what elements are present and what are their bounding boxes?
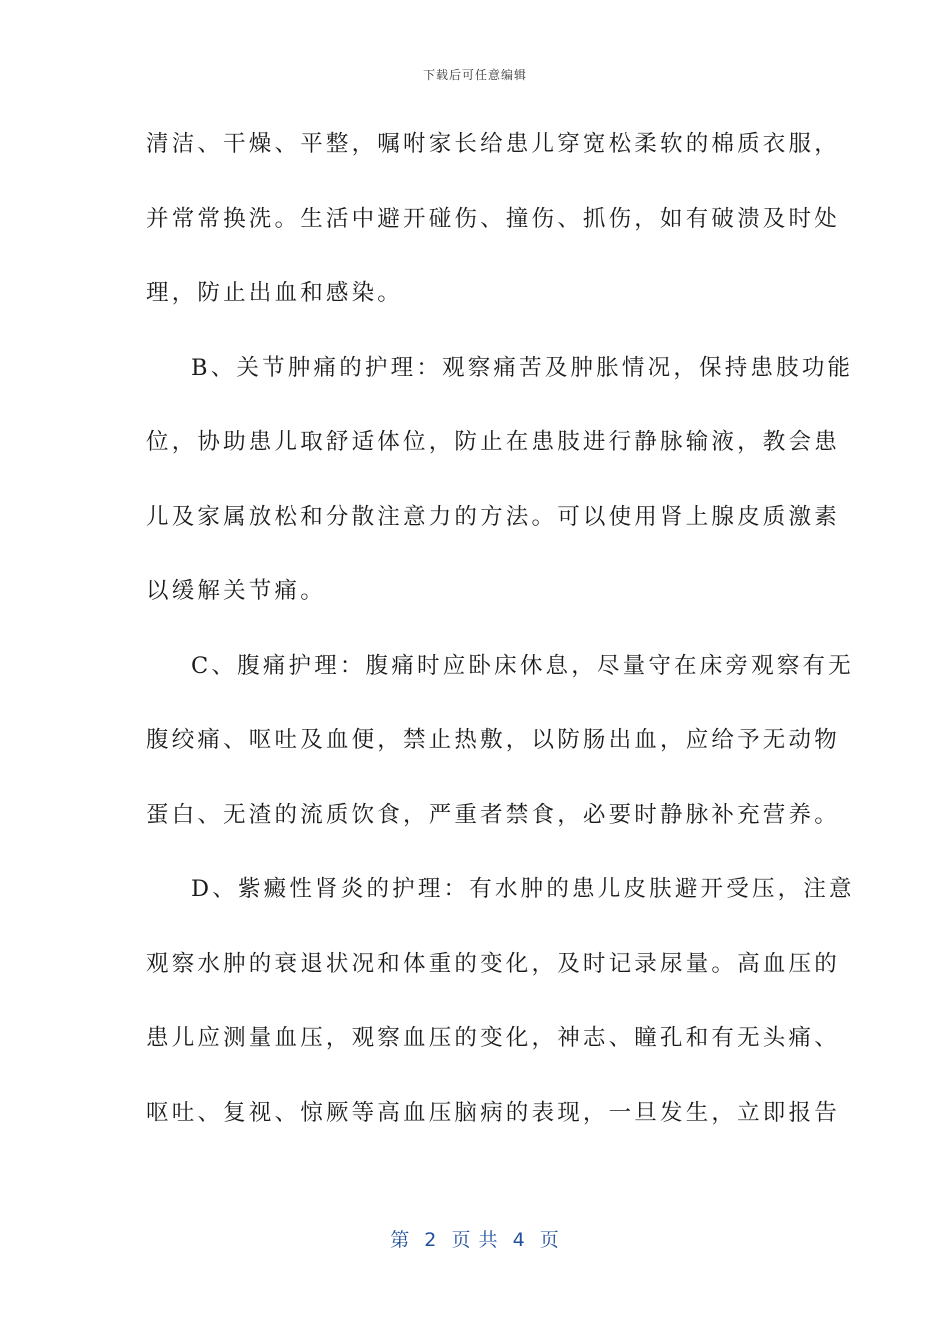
- page-footer-pagination: 第 2 页 共 4 页: [390, 1229, 560, 1251]
- text-line: 位，协助患儿取舒适体位，防止在患肢进行静脉输液，教会患: [146, 429, 840, 455]
- text-line: 清洁、干燥、平整，嘱咐家长给患儿穿宽松柔软的棉质衣服，: [146, 131, 840, 157]
- text-line: 以缓解关节痛。: [146, 578, 326, 604]
- text-line: 并常常换洗。生活中避开碰伤、撞伤、抓伤，如有破溃及时处: [146, 205, 840, 232]
- text-line: 蛋白、无渣的流质饮食，严重者禁食，必要时静脉补充营养。: [146, 801, 840, 828]
- text-line-paragraph-start: C、腹痛护理：腹痛时应卧床休息，尽量守在床旁观察有无: [191, 652, 854, 679]
- text-line: 儿及家属放松和分散注意力的方法。可以使用肾上腺皮质激素: [146, 503, 840, 530]
- text-line-paragraph-start: B、关节肿痛的护理：观察痛苦及肿胀情况，保持患肢功能: [191, 354, 854, 381]
- text-line: 观察水肿的衰退状况和体重的变化，及时记录尿量。高血压的: [146, 950, 840, 977]
- page-header: 下载后可任意编辑: [422, 68, 527, 82]
- text-line: 呕吐、复视、惊厥等高血压脑病的表现，一旦发生，立即报告: [146, 1099, 840, 1126]
- text-line: 腹绞痛、呕吐及血便，禁止热敷，以防肠出血，应给予无动物: [146, 727, 840, 753]
- text-line-paragraph-start: D、紫癜性肾炎的护理：有水肿的患儿皮肤避开受压，注意: [191, 876, 855, 902]
- text-line: 理，防止出血和感染。: [146, 280, 404, 306]
- document-body: [146, 118, 855, 1161]
- text-line: 患儿应测量血压，观察血压的变化，神志、瞳孔和有无头痛、: [146, 1025, 840, 1051]
